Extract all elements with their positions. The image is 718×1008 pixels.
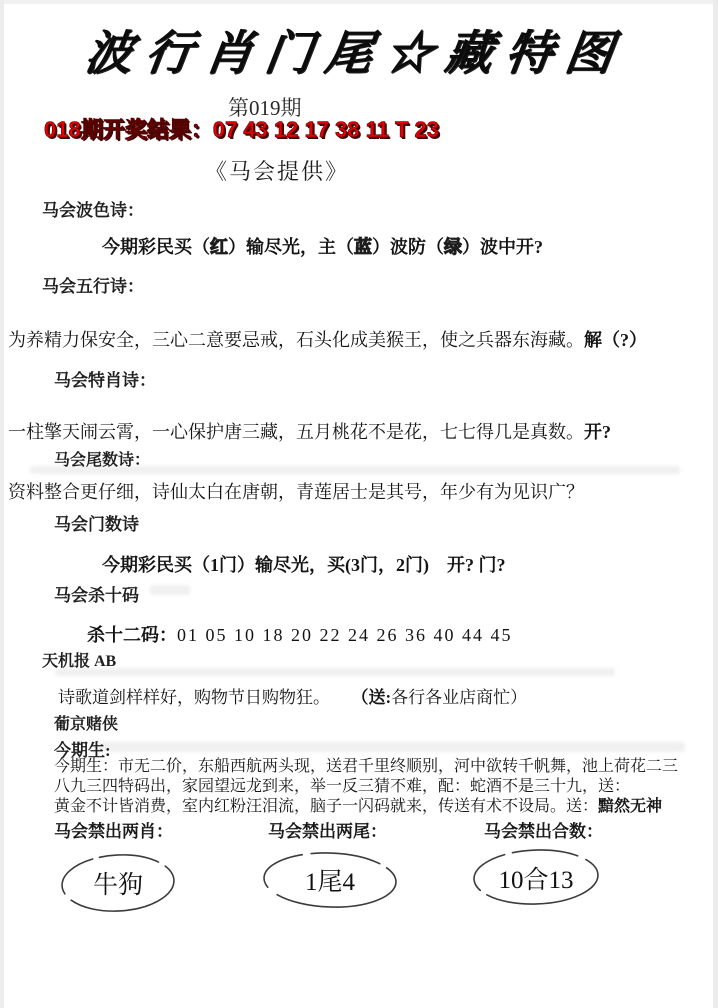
poem-text: 一柱擎天闹云霄，一心保护唐三藏，五月桃花不是花，七七得几是真数。 bbox=[8, 422, 584, 442]
gate-number-poem: 今期彩民买（1门）输尽光，买(3门，2门) 开? 门? bbox=[102, 555, 506, 575]
special-zodiac-poem bbox=[8, 418, 611, 444]
ban-two-zodiac-label: 马会禁出两肖： bbox=[54, 822, 173, 841]
section-pujing-label: 葡京赌侠 bbox=[54, 716, 119, 733]
poem-answer-hint: 开? bbox=[584, 422, 611, 442]
section-five-elements-label: 马会五行诗： bbox=[42, 277, 144, 296]
ban-zodiac-value: 牛狗 bbox=[92, 872, 143, 899]
section-tianji-label: 天机报 AB bbox=[42, 653, 117, 670]
faded-print-artifact bbox=[95, 742, 685, 752]
scan-edge-top bbox=[0, 0, 718, 4]
issue-number: 第019期 bbox=[228, 96, 302, 120]
poem-answer-hint: 解（?） bbox=[584, 330, 647, 350]
faded-print-artifact bbox=[30, 466, 680, 474]
verse-text: 黄金不计皆消费，室内红粉汪泪流，脑子一闪码就来，传送有术不设局。送： bbox=[54, 798, 599, 815]
provider-heading: 《马会提供》 bbox=[205, 159, 350, 184]
poem-text: ）波中开? bbox=[462, 237, 543, 257]
section-special-zodiac-label: 马会特肖诗： bbox=[54, 371, 156, 390]
previous-draw-result: 018期开奖结果：07 43 12 17 38 11 T 23 bbox=[44, 117, 440, 142]
section-gate-number-label: 马会门数诗 bbox=[54, 515, 139, 534]
poem-text: ）输尽光，主（ bbox=[228, 237, 354, 257]
pujing-verse-line-1: 今期生：市无二价，东船西航两头现，送君千里终顺别，河中欲转千帆舞，池上荷花二三 bbox=[54, 758, 679, 775]
ban-sum-label: 马会禁出合数： bbox=[484, 822, 603, 841]
red-wave-char: 红 bbox=[210, 237, 228, 257]
ban-tails-oval bbox=[260, 849, 400, 911]
blue-wave-char: 蓝 bbox=[354, 237, 372, 257]
gift-label: （送: bbox=[360, 688, 392, 707]
page-title: 波行肖门尾☆藏特图 bbox=[81, 28, 630, 80]
kill-numbers-label: 杀十二码： bbox=[87, 625, 177, 645]
pujing-verse-line-3 bbox=[54, 797, 662, 817]
kill-numbers-values: 01 05 10 18 20 22 24 26 36 40 44 45 bbox=[177, 625, 513, 645]
verse-answer-hint: 黯然无神 bbox=[598, 798, 663, 815]
pujing-verse-line-2: 八九三四特码出，家园望远龙到来，举一反三猜不难，配：蛇酒不是三十九，送： bbox=[54, 778, 631, 795]
ban-sum-oval bbox=[470, 847, 602, 908]
wave-color-poem bbox=[102, 233, 543, 259]
poem-text: ）波防（ bbox=[372, 237, 444, 257]
tail-number-poem: 资料整合更仔细，诗仙太白在唐朝，青莲居士是其号，年少有为见识广？ bbox=[8, 482, 584, 502]
ban-tails-value: 1尾4 bbox=[304, 869, 355, 896]
scan-edge-right bbox=[713, 0, 718, 1008]
poem-text: 为养精力保安全，三心二意要忌戒，石头化成美猴王，使之兵器东海藏。 bbox=[8, 330, 584, 350]
current-issue-sublabel: 今期生: bbox=[54, 741, 111, 760]
ban-zodiac-oval bbox=[58, 851, 178, 915]
ban-sum-value: 10合13 bbox=[498, 866, 574, 894]
green-wave-char: 绿 bbox=[444, 237, 462, 257]
section-tail-number-label: 马会尾数诗： bbox=[54, 452, 151, 469]
faded-print-artifact bbox=[55, 668, 615, 676]
poem-text: 今期彩民买（ bbox=[102, 237, 210, 257]
kill-twelve-numbers-line bbox=[87, 621, 513, 647]
section-wave-color-label: 马会波色诗： bbox=[42, 201, 144, 220]
ban-two-tails-label: 马会禁出两尾： bbox=[268, 822, 387, 841]
gift-text: 各行各业店商忙） bbox=[391, 688, 528, 707]
five-elements-poem bbox=[8, 326, 647, 352]
poem-text: 诗歌道剑样样好，购物节日购物狂。 bbox=[58, 688, 330, 707]
section-kill-numbers-label: 马会杀十码 bbox=[54, 586, 139, 605]
scan-edge-left bbox=[0, 0, 4, 1008]
tianji-poem bbox=[58, 683, 527, 708]
faded-print-artifact bbox=[150, 585, 190, 595]
